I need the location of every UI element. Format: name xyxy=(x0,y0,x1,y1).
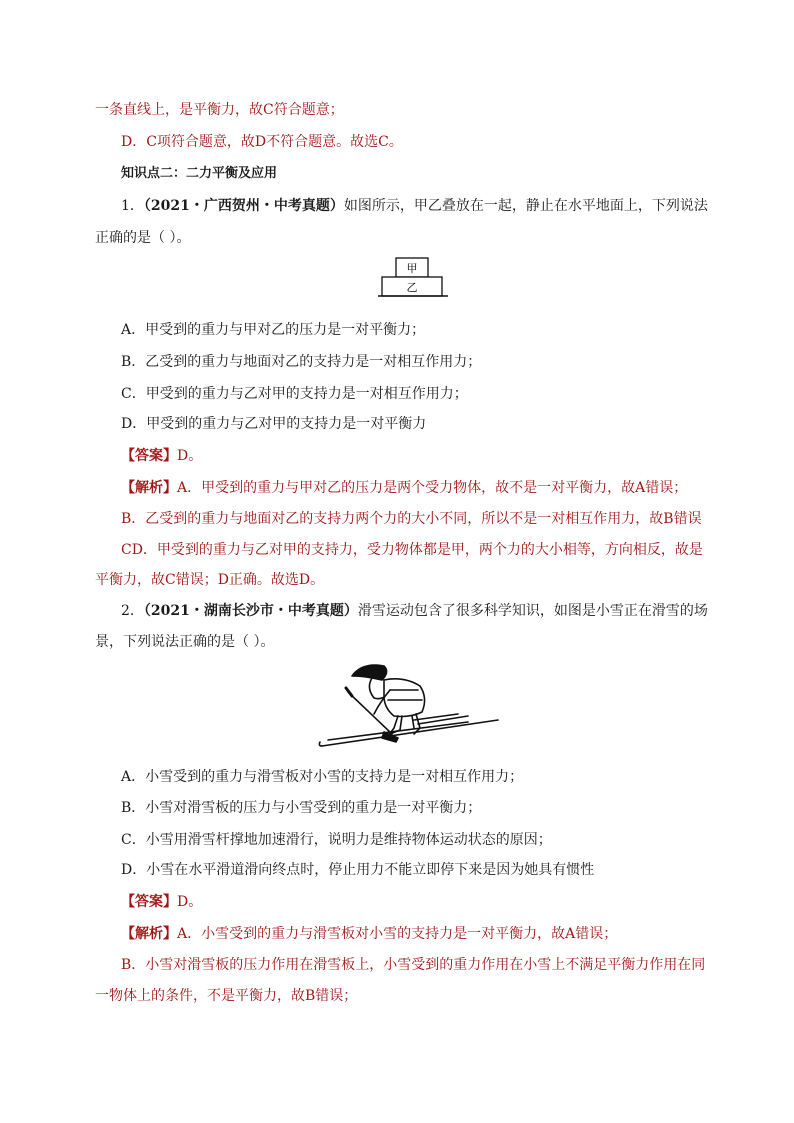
q2-answer xyxy=(121,892,202,912)
q2-option-d: D．小雪在水平滑道滑向终点时，停止用力不能立即停下来是因为她具有惯性 xyxy=(121,862,595,878)
answer-value: D。 xyxy=(177,894,203,910)
q2-explanation-1 xyxy=(121,924,617,944)
question-number: 2． xyxy=(121,603,144,619)
answer-tag: 【答案】 xyxy=(121,448,177,464)
q1-option-d: D．甲受到的重力与乙对甲的支持力是一对平衡力 xyxy=(121,416,427,432)
q2-option-c: C．小雪用滑雪杆撑地加速滑行，说明力是维持物体运动状态的原因； xyxy=(121,832,552,848)
answer-value: D。 xyxy=(177,448,203,464)
block-yi-label: 乙 xyxy=(406,281,418,294)
question-1-stem-cont: 正确的是（ ）。 xyxy=(95,230,191,246)
stacked-blocks-figure xyxy=(378,255,448,300)
option-d-conclusion: D．C项符合题意，故D不符合题意。故选C。 xyxy=(121,134,403,150)
question-2-stem-cont: 景，下列说法正确的是（ ）。 xyxy=(95,634,275,650)
skier-hair xyxy=(352,665,387,680)
q2-explanation-3: 一物体上的条件，不是平衡力，故B错误； xyxy=(95,988,358,1004)
section-heading: 知识点二：二力平衡及应用 xyxy=(121,166,278,181)
q1-explanation-4: 平衡力，故C错误；D正确。故选D。 xyxy=(95,572,325,588)
q1-answer xyxy=(121,446,202,466)
skier-torso xyxy=(384,679,425,717)
q1-option-b: B．乙受到的重力与地面对乙的支持力是一对相互作用力； xyxy=(121,354,482,370)
q1-explanation-2: B．乙受到的重力与地面对乙的支持力两个力的大小不同，所以不是一对相互作用力，故B错误 xyxy=(121,511,702,527)
explanation-tag: 【解析】 xyxy=(121,480,177,496)
q2-explanation-2: B．小雪对滑雪板的压力作用在滑雪板上，小雪受到的重力作用在小雪上不满足平衡力作用在同 xyxy=(121,957,706,973)
q2-option-b: B．小雪对滑雪板的压力与小雪受到的重力是一对平衡力； xyxy=(121,800,482,816)
question-source: （2021・广西贺州・中考真题） xyxy=(143,198,344,214)
continued-line: 一条直线上，是平衡力，故C符合题意； xyxy=(95,102,344,118)
skier-figure xyxy=(318,658,502,754)
question-2-stem xyxy=(121,601,708,621)
explanation-text: A．小雪受到的重力与滑雪板对小雪的支持力是一对平衡力，故A错误； xyxy=(177,926,618,942)
answer-tag: 【答案】 xyxy=(121,894,177,910)
q1-option-a: A．甲受到的重力与甲对乙的压力是一对平衡力； xyxy=(121,322,426,338)
question-text: 滑雪运动包含了很多科学知识，如图是小雪正在滑雪的场 xyxy=(357,603,708,619)
block-jia-label: 甲 xyxy=(406,262,418,275)
ski-back xyxy=(322,720,498,746)
explanation-text: A．甲受到的重力与甲对乙的压力是两个受力物体，故不是一对平衡力，故A错误； xyxy=(177,480,688,496)
q1-explanation-3: CD．甲受到的重力与乙对甲的支持力，受力物体都是甲，两个力的大小相等，方向相反，故是 xyxy=(121,542,703,558)
question-source: （2021・湖南长沙市・中考真题） xyxy=(143,603,358,619)
q1-option-c: C．甲受到的重力与乙对甲的支持力是一对相互作用力； xyxy=(121,386,468,402)
q1-explanation-1 xyxy=(121,478,687,498)
question-1-stem xyxy=(121,196,708,216)
question-number: 1． xyxy=(121,198,144,214)
q2-option-a: A．小雪受到的重力与滑雪板对小雪的支持力是一对相互作用力； xyxy=(121,769,524,785)
explanation-tag: 【解析】 xyxy=(121,926,177,942)
question-text: 如图所示，甲乙叠放在一起，静止在水平地面上，下列说法 xyxy=(343,198,708,214)
